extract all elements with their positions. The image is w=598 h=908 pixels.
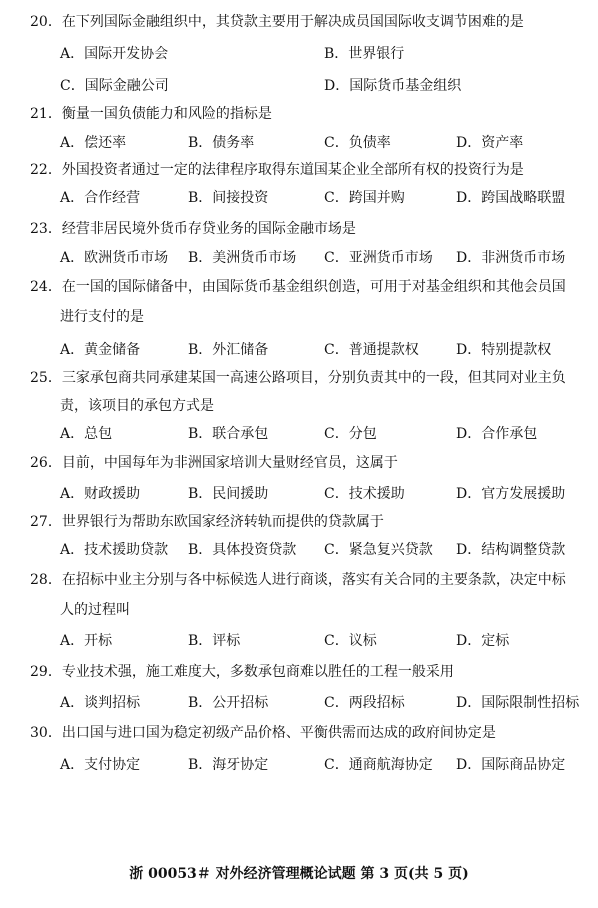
question-30-option-a: A．支付协定 <box>60 757 141 773</box>
question-21-option-d: D．资产率 <box>456 135 524 151</box>
question-22-option-c: C．跨国并购 <box>324 190 405 206</box>
question-22-option-d: D．跨国战略联盟 <box>456 190 566 206</box>
question-28-stem-continued: 人的过程叫 <box>60 602 130 618</box>
question-24-stem: 24．在一国的国际储备中，由国际货币基金组织创造，可用于对基金组织和其他会员国 <box>30 279 566 295</box>
question-22-option-b: B．间接投资 <box>188 190 269 206</box>
question-21-option-c: C．负债率 <box>324 135 391 151</box>
question-24-option-d: D．特别提款权 <box>456 342 552 358</box>
question-23-option-d: D．非洲货币市场 <box>456 250 566 266</box>
question-24-option-a: A．黄金储备 <box>60 342 141 358</box>
question-28-stem: 28．在招标中业主分别与各中标候选人进行商谈，落实有关合同的主要条款，决定中标 <box>30 572 566 588</box>
question-24-option-c: C．普通提款权 <box>324 342 419 358</box>
question-27-option-a: A．技术援助贷款 <box>60 542 169 558</box>
question-26-option-a: A．财政援助 <box>60 486 141 502</box>
question-23-option-b: B．美洲货币市场 <box>188 250 297 266</box>
question-30-option-d: D．国际商品协定 <box>456 757 566 773</box>
question-30-stem: 30．出口国与进口国为稳定初级产品价格、平衡供需而达成的政府间协定是 <box>30 725 496 741</box>
question-27-option-d: D．结构调整贷款 <box>456 542 566 558</box>
question-26-option-d: D．官方发展援助 <box>456 486 566 502</box>
question-30-option-b: B．海牙协定 <box>188 757 269 773</box>
question-22-stem: 22．外国投资者通过一定的法律程序取得东道国某企业全部所有权的投资行为是 <box>30 162 524 178</box>
question-27-stem: 27．世界银行为帮助东欧国家经济转轨而提供的贷款属于 <box>30 514 384 530</box>
question-26-option-b: B．民间援助 <box>188 486 269 502</box>
question-30-option-c: C．通商航海协定 <box>324 757 433 773</box>
question-29-stem: 29．专业技术强，施工难度大，多数承包商难以胜任的工程一般采用 <box>30 664 454 680</box>
question-23-option-a: A．欧洲货币市场 <box>60 250 169 266</box>
question-29-option-d: D．国际限制性招标 <box>456 695 580 711</box>
question-24-stem-continued: 进行支付的是 <box>60 309 144 325</box>
question-25-option-b: B．联合承包 <box>188 426 269 442</box>
question-21-stem: 21．衡量一国负债能力和风险的指标是 <box>30 106 272 122</box>
question-22-option-a: A．合作经营 <box>60 190 141 206</box>
question-20-option-d: D．国际货币基金组织 <box>324 78 462 94</box>
question-20-option-b: B．世界银行 <box>324 46 405 62</box>
question-25-option-a: A．总包 <box>60 426 113 442</box>
question-20-stem: 20．在下列国际金融组织中，其贷款主要用于解决成员国国际收支调节困难的是 <box>30 14 524 30</box>
question-25-option-d: D．合作承包 <box>456 426 538 442</box>
question-28-option-d: D．定标 <box>456 633 510 649</box>
question-26-stem: 26．目前，中国每年为非洲国家培训大量财经官员，这属于 <box>30 455 398 471</box>
question-25-stem-continued: 责，该项目的承包方式是 <box>60 398 214 414</box>
question-23-stem: 23．经营非居民境外货币存贷业务的国际金融市场是 <box>30 221 356 237</box>
question-28-option-a: A．开标 <box>60 633 113 649</box>
question-27-option-b: B．具体投资贷款 <box>188 542 297 558</box>
question-28-option-b: B．评标 <box>188 633 241 649</box>
question-21-option-a: A．偿还率 <box>60 135 127 151</box>
question-29-option-c: C．两段招标 <box>324 695 405 711</box>
question-28-option-c: C．议标 <box>324 633 377 649</box>
question-26-option-c: C．技术援助 <box>324 486 405 502</box>
question-29-option-b: B．公开招标 <box>188 695 269 711</box>
question-25-option-c: C．分包 <box>324 426 377 442</box>
question-24-option-b: B．外汇储备 <box>188 342 269 358</box>
question-29-option-a: A．谈判招标 <box>60 695 141 711</box>
question-23-option-c: C．亚洲货币市场 <box>324 250 433 266</box>
page-footer: 浙 00053＃ 对外经济管理概论试题 第 3 页(共 5 页) <box>129 866 469 882</box>
question-25-stem: 25．三家承包商共同承建某国一高速公路项目，分别负责其中的一段，但其同对业主负 <box>30 370 566 386</box>
question-20-option-a: A．国际开发协会 <box>60 46 169 62</box>
question-20-option-c: C．国际金融公司 <box>60 78 169 94</box>
question-21-option-b: B．债务率 <box>188 135 255 151</box>
question-27-option-c: C．紧急复兴贷款 <box>324 542 433 558</box>
